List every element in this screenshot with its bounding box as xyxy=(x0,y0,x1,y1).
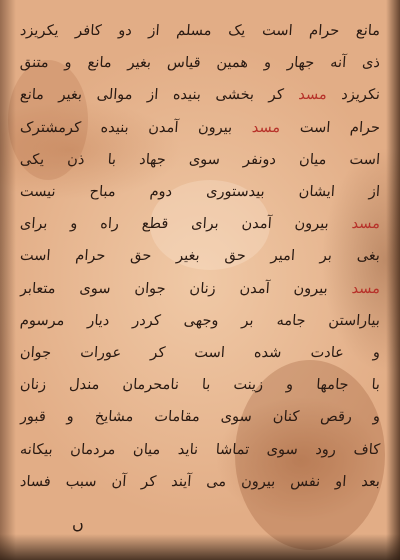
manuscript-line xyxy=(19,147,381,173)
manuscript-line xyxy=(19,437,381,463)
line-text: بیرون آمدن بنیده کرمشترک xyxy=(19,120,253,136)
line-text: با جامها و زینت با نامحرمان مندل زنان xyxy=(19,377,381,393)
line-text: بیاراستن جامه بر وجهی کردر دیار مرسوم xyxy=(19,313,381,329)
line-text: از ایشان بیدستوری دوم مباح نیست xyxy=(19,184,381,200)
line-text: بغی بر امیر حق بغیر حق حرام است xyxy=(19,248,381,264)
page-edge-left xyxy=(0,0,16,560)
line-text: بعد او نفس بیرون می آیند کر آن سبب فساد xyxy=(19,474,381,490)
line-text: مانع حرام است یک مسلم از دو کافر یکریزد xyxy=(19,23,381,39)
line-text: کاف رود سوی تماشا ناید میان مردمان بیکانه xyxy=(19,442,381,458)
manuscript-line xyxy=(19,340,381,366)
rubric-word: مسد xyxy=(251,120,281,136)
manuscript-line xyxy=(19,276,381,302)
line-text: کر بخشی بنیده از موالی بغیر مانع xyxy=(19,87,299,103)
manuscript-line xyxy=(19,18,381,44)
manuscript-line xyxy=(19,469,381,495)
line-text: و رقص کنان سوی مقامات مشایخ و قبور xyxy=(19,409,381,425)
manuscript-line xyxy=(19,211,381,237)
line-text: بیرون آمدن زنان جوان سوی متعابر xyxy=(19,281,353,297)
manuscript-text-block xyxy=(20,18,380,538)
page-edge-bottom xyxy=(0,534,400,560)
manuscript-line xyxy=(19,372,381,398)
line-text: بیرون آمدن برای قطع راه و برای xyxy=(19,216,353,232)
page-mark: ں xyxy=(72,514,84,533)
manuscript-line xyxy=(19,50,381,76)
rubric-word: مسد xyxy=(351,281,381,297)
rubric-word: مسد xyxy=(297,87,328,103)
manuscript-line xyxy=(19,243,381,269)
page-edge-right xyxy=(386,0,400,560)
line-text: و عادت شده است کر عورات جوان xyxy=(19,345,381,361)
line-text: نکریزد xyxy=(326,87,381,103)
manuscript-line xyxy=(19,115,381,141)
rubric-word: مسد xyxy=(351,216,381,232)
line-text: است میان دونفر سوی جهاد با ذن یکی xyxy=(19,152,381,168)
line-text: ذی آنه جهار و همین قیاس بغیر مانع و متنق xyxy=(19,55,381,71)
manuscript-line xyxy=(19,179,381,205)
manuscript-line xyxy=(19,404,381,430)
manuscript-line xyxy=(19,82,381,108)
line-text: حرام است xyxy=(279,120,381,136)
manuscript-line xyxy=(19,308,381,334)
